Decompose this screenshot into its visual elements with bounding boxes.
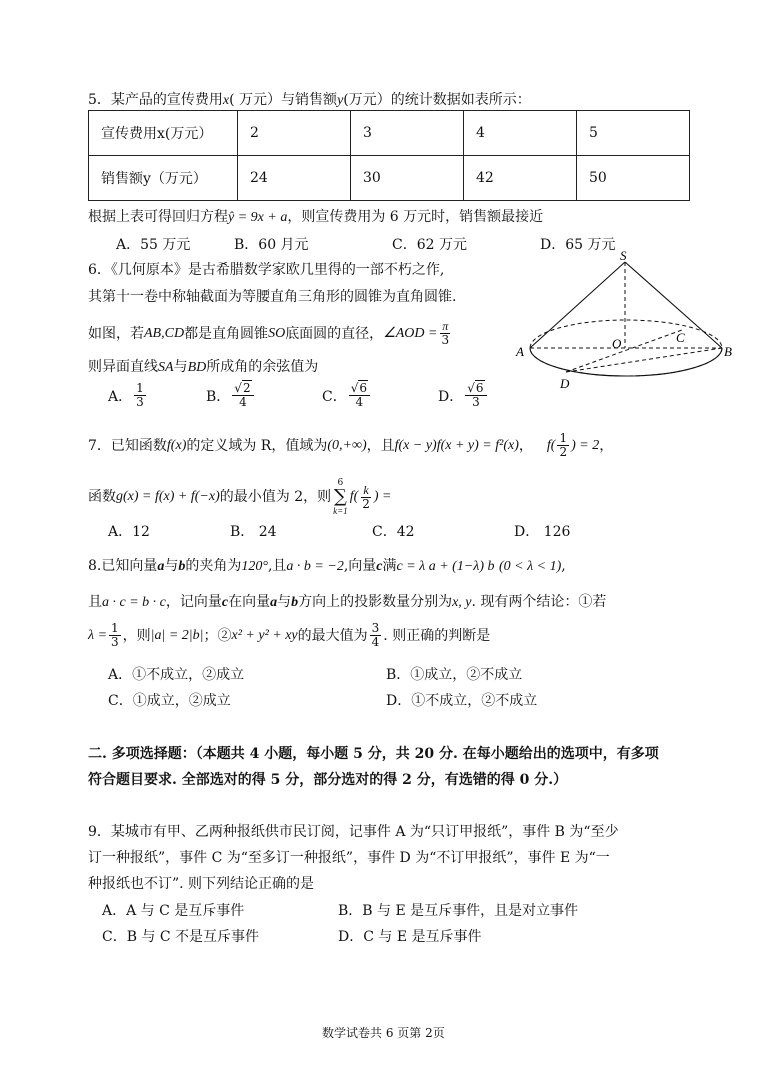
q5-line2: 根据上表可得回归方程ŷ = 9x + a，则宣传费用为 6 万元时，销售额最接近 [88,209,544,225]
table-cell: 24 [238,156,351,201]
q9-option-a[interactable]: A．A 与 C 是互斥事件 [102,903,245,919]
q6-option-b[interactable]: B． $\frac{√2}{4}$ [206,382,256,409]
q8-option-b[interactable]: B．①成立，②不成立 [386,667,523,683]
label-b: B [724,344,732,359]
q5-option-d[interactable]: D．65 万元 [540,237,616,253]
section2-heading-line2: 符合题目要求. 全部选对的得 5 分，部分选对的得 2 分，有选错的得 0 分.） [88,772,568,788]
q7-option-a[interactable]: A．12 [108,524,150,540]
q5-data-table [88,110,690,201]
q7-line2: 函数 g(x) = f(x) + f(−x) 的最小值为 2，则 6 ∑ k=1 f( $\frac{k}{2}$ ) = [88,478,392,516]
q8-option-d[interactable]: D．①不成立，②不成立 [386,693,538,709]
q9-option-c[interactable]: C．B 与 C 不是互斥事件 [102,929,260,945]
q7-option-c[interactable]: C．42 [372,524,415,540]
q9-option-b[interactable]: B．B 与 E 是互斥事件，且是对立事件 [338,903,579,919]
q7-option-b[interactable]: B． 24 [230,524,277,540]
q6-line3: 如图，若 AB,CD 都是直角圆锥 SO 底面圆的直径， ∠AOD = $\frac{\pi}{3}$ [88,319,450,347]
chord-bd [566,348,722,372]
table-cell: 3 [351,111,464,156]
table-cell: 30 [351,156,464,201]
q8-option-c[interactable]: C．①成立，②成立 [108,693,231,709]
q5-stem: 5．某产品的宣传费用x( 万元）与销售额y(万元）的统计数据如表所示： [88,92,531,108]
q6-option-d[interactable]: D． $\frac{√6}{3}$ [438,382,489,409]
table-cell: 50 [577,156,690,201]
q8-line2: 且a · c = b · c，记向量c在向量a与b方向上的投影数量分别为x, y. 现有两个结论：①若 [88,594,607,610]
q7-option-d[interactable]: D． 126 [514,524,571,540]
q8-line1: 8.已知向量a与b的夹角为120°,且a · b = −2,向量c满c = λ a + (1−λ) b (0 < λ < 1), [88,558,566,574]
table-row-header: 宣传费用x(万元） [89,111,238,156]
section2-heading-line1: 二. 多项选择题：（本题共 4 小题，每小题 5 分，共 20 分. 在每小题给出的选项中，有多项 [88,746,659,762]
q5-option-a[interactable]: A．55 万元 [116,237,191,253]
q6-option-a[interactable]: A． $\frac{1}{3}$ [108,381,144,409]
regression-equation: ŷ = 9x + a [228,210,288,225]
label-c: C [676,330,685,345]
page-footer: 数学试卷共 6 页第 2页 [322,1026,445,1040]
q5-option-b[interactable]: B．60 月元 [234,237,309,253]
cone-edge-sb [625,262,722,348]
cone-figure [508,250,748,400]
q7-line1: 7．已知函数 f(x) 的定义域为 R，值域为 (0,+∞) ，且 f(x − y)f(x + y) = f²(x) ， f( $\frac{1}{2}$ ) = 2 ， [88,431,614,459]
q8-option-a[interactable]: A．①不成立，②成立 [108,667,245,683]
label-d: D [560,376,570,391]
label-s: S [620,250,627,263]
q9-line2: 订一种报纸”，事件 C 为“至多订一种报纸”，事件 D 为“不订甲报纸”，事件 E 为“一 [88,850,610,866]
q9-option-d[interactable]: D．C 与 E 是互斥事件 [338,929,482,945]
table-cell: 4 [464,111,577,156]
q5-option-c[interactable]: C．62 万元 [392,237,467,253]
q6-line2: 其第十一卷中称轴截面为等腰直角三角形的圆锥为直角圆锥. [88,289,457,305]
table-cell: 5 [577,111,690,156]
q6-line4: 则异面直线SA与BD所成角的余弦值为 [88,359,319,375]
table-row-header: 销售额y（万元） [89,156,238,201]
q6-line1: 6．《几何原本》是古希腊数学家欧几里得的一部不朽之作, [88,262,445,278]
table-row [89,156,690,201]
q9-line1: 9．某城市有甲、乙两种报纸供市民订阅，记事件 A 为“只订甲报纸”，事件 B 为“至少 [88,824,619,840]
q6-option-c[interactable]: C． $\frac{√6}{4}$ [322,382,372,409]
table-cell: 2 [238,111,351,156]
table-cell: 42 [464,156,577,201]
q9-line3: 种报纸也不订”. 则下列结论正确的是 [88,876,315,892]
label-a: A [516,344,524,359]
table-row [89,111,690,156]
q8-line3: λ = $\frac{1}{3}$ ，则 |a| = 2|b| ；② x² + y² + xy 的最大值为 $\frac{3}{4}$ . 则正确的判断是 [88,621,491,649]
label-o: O [612,336,622,351]
cone-edge-sa [530,262,625,348]
diameter-cd [566,330,682,372]
